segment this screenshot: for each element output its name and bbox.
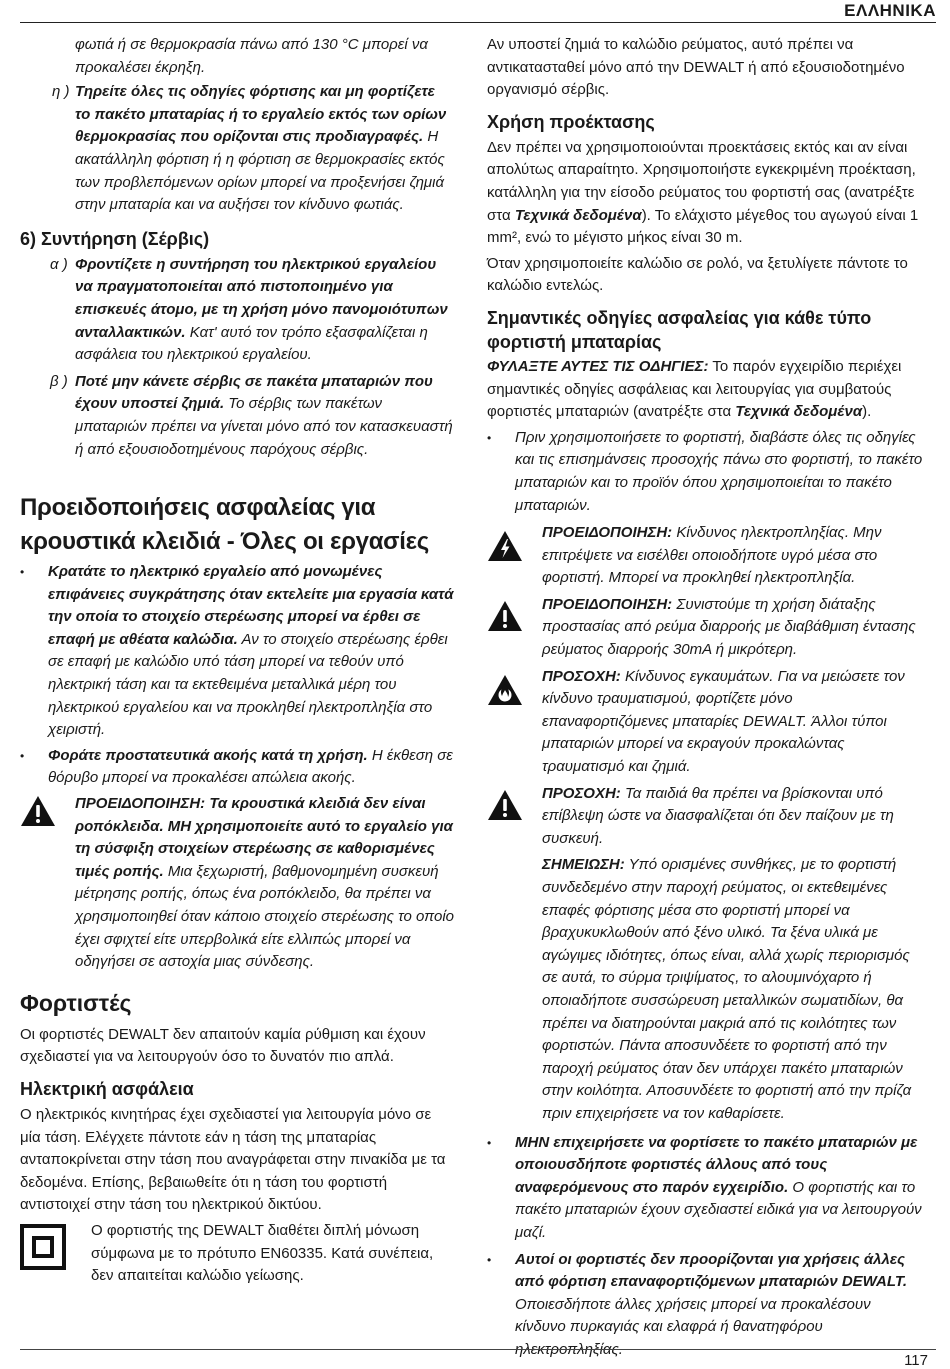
bullet-dot: • bbox=[487, 430, 492, 445]
item-text: Το σέρβις των πακέτων μπαταριών πρέπει να γίνεται μόνο από τον κατασκευαστή ή από εξουσιοδοτημένους παρόχους σέρβις. bbox=[75, 395, 453, 458]
bullet-text: Πριν χρησιμοποιήσετε το φορτιστή, διαβάστε όλες τις οδηγίες και τις επισημάνσεις προσοχής πάνω στο φορτιστή, το πακέτο μπαταριών και το προϊόν όπου χρησιμοποιείται το πακέτο μπαταριών. bbox=[515, 428, 923, 514]
save-label: ΦΥΛΑΞΤΕ ΑΥΤΕΣ ΤΙΣ ΟΔΗΓΙΕΣ: bbox=[487, 357, 709, 375]
bullet-bold-text: ΜΗΝ επιχειρήσετε να φορτίσετε το πακέτο μπαταριών με οποιουσδήποτε φορτιστές άλλους από τους αναφερόμενους στο παρόν εγχειρίδιο. bbox=[515, 1133, 918, 1196]
impact-wrench-heading: Προειδοποιήσεις ασφαλείας για κρουστικά κλειδιά - Όλες οι εργασίες bbox=[20, 494, 429, 556]
caution-text: ΠΡΟΣΟΧΗ: Κίνδυνος εγκαυμάτων. Για να μειώσετε τον κίνδυνο τραυματισμού, φορτίζετε μόνο επαναφορτιζόμενες μπαταρίες DEWALT. Άλλοι τύποι μπαταριών μπορεί να εκραγούν προκαλώντας τραυματισμό και ζημιά. bbox=[542, 667, 905, 776]
warning-text: ΠΡΟΕΙΔΟΠΟΙΗΣΗ: Κίνδυνος ηλεκτροπληξίας. Μην επιτρέψετε να εισέλθει οποιοδήποτε υγρό μέσα στο φορτιστή. Μπορεί να προκληθεί ηλεκτροπληξία. bbox=[542, 524, 882, 587]
language-label: ΕΛΛΗΝΙΚΑ bbox=[844, 1, 936, 20]
item-text: Η ακατάλληλη φόρτιση ή η φόρτιση σε θερμοκρασίες εκτός των προβλεπόμενων ορίων μπορεί να προξενήσει ζημιά στην μπαταρία και να αυξήσει τον κίνδυνο φωτιάς. bbox=[75, 128, 445, 214]
electrical-safety-text: Ο ηλεκτρικός κινητήρας έχει σχεδιαστεί για λειτουργία μόνο σε μία τάση. Ελέγχετε πάντοτε εάν η τάση της μπαταρίας ανταποκρίνεται στην τάση που αναγράφεται στην πινακίδα με τα δεδομένα. Επίσης, βεβαιωθείτε ότι η τάση του φορτιστή αντιστοιχεί στην τάση του ηλεκτρικού δικτύου. bbox=[20, 1105, 446, 1214]
item-marker: η ) bbox=[52, 83, 70, 101]
impact-bullet-1 bbox=[20, 561, 454, 742]
bullet-dot: • bbox=[20, 748, 25, 763]
warning-text: ΠΡΟΕΙΔΟΠΟΙΗΣΗ: Συνιστούμε τη χρήση διάταξης προστασίας από ρεύμα διαρροής με διαβάθμιση έντασης ρεύματος διαρροής 30mA ή μικρότερη. bbox=[542, 595, 916, 659]
bullet-bold-text: Κρατάτε το ηλεκτρικό εργαλείο από μονωμένες επιφάνειες συγκράτησης όταν εκτελείτε μια εργασία κατά την οποία το στοιχείο στερέωσης μπορεί να έρθει σε επαφή με αθέατα καλώδια. bbox=[48, 563, 454, 648]
header-rule bbox=[20, 22, 936, 23]
only-dewalt-bullet bbox=[487, 1132, 923, 1245]
item-bold-text: Τηρείτε όλες τις οδηγίες φόρτισης και μη φορτίζετε το πακέτο μπαταρίας ή το εργαλείο εκτός των ορίων θερμοκρασίας που ορίζονται στις προδιαγραφές. bbox=[75, 83, 447, 146]
not-intended-bullet bbox=[487, 1249, 923, 1362]
warning-triangle-icon bbox=[20, 795, 56, 827]
warning-bold-text: ΠΡΟΕΙΔΟΠΟΙΗΣΗ: Τα κρουστικά κλειδιά δεν είναι ροπόκλειδα. ΜΗ χρησιμοποιείτε αυτό το εργαλείο για τη σύσφιξη στοιχείων στερέωσης σε καθορισμένες τιμές ροπής. bbox=[75, 795, 453, 880]
note-label: ΣΗΜΕΙΩΣΗ: bbox=[542, 856, 625, 874]
extension-text: Δεν πρέπει να χρησιμοποιούνται προεκτάσεις εκτός και αν είναι απολύτως απαραίτητο. Χρησιμοποιήστε εγκεκριμένη προέκταση, κατάλληλη για την είσοδο ρεύματος του φορτιστή σας (ανατρέξτε στα Τεχνικά δεδομένα). Το ελάχιστο μέγεθος του αγωγού είναι 1 mm², ενώ το μέγιστο μήκος είναι 30 m. bbox=[487, 138, 919, 247]
warning-label: ΠΡΟΕΙΔΟΠΟΙΗΣΗ: bbox=[542, 595, 673, 613]
item-eta bbox=[20, 81, 454, 217]
double-insulation-note bbox=[20, 1220, 454, 1288]
tech-data-link: Τεχνικά δεδομένα bbox=[514, 206, 642, 224]
bullet-text: Οποιεσδήποτε άλλες χρήσεις μπορεί να προκαλέσουν κίνδυνο πυρκαγιάς και ελαφρά ή θανατηφόρου ηλεκτροπληξίας. bbox=[515, 1295, 871, 1358]
caution-label: ΠΡΟΣΟΧΗ: bbox=[542, 784, 621, 802]
impact-bullet-2 bbox=[20, 745, 454, 790]
warning-label: ΠΡΟΕΙΔΟΠΟΙΗΣΗ: bbox=[542, 524, 673, 542]
burn-caution bbox=[487, 666, 923, 779]
chargers-heading: Φορτιστές bbox=[20, 989, 132, 1016]
rcd-warning bbox=[487, 594, 923, 662]
continued-text: φωτιά ή σε θερμοκρασία πάνω από 130 °C μπορεί να προκαλέσει έκρηξη. bbox=[75, 36, 428, 76]
bullet-dot: • bbox=[487, 1135, 492, 1150]
bullet-text: Η έκθεση σε θόρυβο μπορεί να προκαλέσει απώλεια ακοής. bbox=[48, 746, 453, 787]
right-column bbox=[487, 34, 923, 1361]
item-marker: β ) bbox=[50, 372, 68, 390]
item-text: Κατ' αυτό τον τρόπο εξασφαλίζεται η ασφάλεια του ηλεκτρικού εργαλείου. bbox=[75, 323, 428, 364]
bullet-dot: • bbox=[20, 565, 25, 580]
footer-rule bbox=[20, 1349, 936, 1350]
double-insulation-icon bbox=[20, 1224, 66, 1270]
reel-text: Όταν χρησιμοποιείτε καλώδιο σε ρολό, να ξετυλίγετε πάντοτε το καλώδιο εντελώς. bbox=[487, 254, 908, 295]
double-insulation-text: Ο φορτιστής της DEWALT διαθέτει διπλή μόνωση σύμφωνα με το πρότυπο EN60335. Κατά συνέπεια, δεν απαιτείται καλώδιο γείωσης. bbox=[91, 1221, 434, 1285]
save-instructions: ΦΥΛΑΞΤΕ ΑΥΤΕΣ ΤΙΣ ΟΔΗΓΙΕΣ: Το παρόν εγχειρίδιο περιέχει σημαντικές οδηγίες ασφάλειας και λειτουργίας για συμβατούς φορτιστές μπαταριών (ανατρέξτε στα Τεχνικά δεδομένα). bbox=[487, 357, 902, 421]
bullet-bold-text: Φοράτε προστατευτικά ακοής κατά τη χρήση. bbox=[48, 746, 368, 764]
chargers-text: Οι φορτιστές DEWALT δεν απαιτούν καμία ρύθμιση και έχουν σχεδιαστεί για να λειτουργούν όσο το δυνατόν πιο απλά. bbox=[20, 1025, 426, 1066]
left-column bbox=[20, 34, 454, 1288]
warning-triangle-icon bbox=[487, 789, 523, 821]
bullet-text: Ο φορτιστής και το πακέτο μπαταριών έχουν σχεδιαστεί ειδικά για να λειτουργούν μαζί. bbox=[515, 1178, 922, 1241]
bullet-dot: • bbox=[487, 1252, 492, 1267]
extension-heading: Χρήση προέκτασης bbox=[487, 111, 655, 132]
caution-label: ΠΡΟΣΟΧΗ: bbox=[542, 667, 621, 685]
item-bold-text: Ποτέ μην κάνετε σέρβις σε πακέτα μπαταριών που έχουν υποστεί ζημιά. bbox=[75, 372, 433, 413]
electric-shock-icon bbox=[487, 530, 523, 562]
warning-triangle-icon bbox=[487, 600, 523, 632]
children-caution bbox=[487, 783, 923, 851]
important-instructions-heading: Σημαντικές οδηγίες ασφαλείας για κάθε τύπο φορτιστή μπαταρίας bbox=[487, 307, 872, 352]
shock-warning bbox=[487, 522, 923, 590]
section-6-heading: 6) Συντήρηση (Σέρβις) bbox=[20, 228, 210, 249]
torque-warning bbox=[20, 793, 454, 974]
item-beta bbox=[20, 371, 454, 461]
item-bold-text: Φροντίζετε η συντήρηση του ηλεκτρικού εργαλείου να πραγματοποιείται από πιστοποιημένο για επισκευές άτομο, με τη χρήση μόνο πανομοιότυπων ανταλλακτικών. bbox=[75, 255, 448, 341]
caution-text: ΠΡΟΣΟΧΗ: Τα παιδιά θα πρέπει να βρίσκονται υπό επίβλεψη ώστε να διασφαλίζεται ότι δεν παίζουν με τη συσκευή. bbox=[542, 784, 894, 847]
note-text: ΣΗΜΕΙΩΣΗ: Υπό ορισμένες συνθήκες, με το φορτιστή συνδεδεμένο στην παροχή ρεύματος, οι εκτεθειμένες επαφές φόρτισης μέσα στο φορτιστή μπορεί να βραχυκυκλωθούν από ξένο υλικό. Τα ξένα υλικά με αγώγιμες ιδιότητες, όπως είναι, αλλά χωρίς περιορισμός σε αυτά, το σύρμα τριψίματος, το αλουμινόχαρτο ή οποιαδήποτε συσσώρευση μεταλλικών σωματιδίων, θα πρέπει να διατηρούνται μακριά από τις κοιλότητες των φορτιστών. Πάντα αποσυνδέετε το φορτιστή από την παροχή ρεύματος όταν δεν υπάρχει πακέτο μπαταριών στην κοιλότητα. Αποσυνδέετε το φορτιστή από την πρίζα πριν επιχειρήσετε να τον καθαρίσετε. bbox=[542, 856, 912, 1122]
bullet-bold-text: Αυτοί οι φορτιστές δεν προορίζονται για χρήσεις άλλες από φόρτιση επαναφορτιζόμενων μπαταριών DEWALT. bbox=[515, 1250, 908, 1291]
bullet-text: Αν το στοιχείο στερέωσης έρθει σε επαφή με καλώδιο υπό τάση μπορεί να τεθούν υπό ηλεκτρική τάση και τα εκτεθειμένα μεταλλικά μέρη του ηλεκτρικού εργαλείου και να προκληθεί ηλεκτροπληξία στο χειριστή. bbox=[48, 630, 448, 739]
read-instructions-bullet bbox=[487, 427, 923, 517]
electrical-safety-heading: Ηλεκτρική ασφάλεια bbox=[20, 1078, 194, 1099]
item-marker: α ) bbox=[50, 255, 68, 273]
item-alpha bbox=[20, 254, 454, 367]
cord-damage-text: Αν υποστεί ζημιά το καλώδιο ρεύματος, αυτό πρέπει να αντικατασταθεί μόνο από την DEWALT ή από εξουσιοδοτημένο οργανισμό σέρβις. bbox=[487, 36, 905, 99]
tech-data-link: Τεχνικά δεδομένα bbox=[735, 403, 863, 421]
warning-text: Μια ξεχωριστή, βαθμονομημένη συσκευή μέτρησης ροπής, όπως ένα ροπόκλειδο, θα πρέπει να χρησιμοποιηθεί όταν κάποιο στοιχείο στερέωσης το οποίο έχει σφιχτεί είτε υπερβολικά είτε ελλιπώς μπορεί να οδηγήσει σε αστοχία μιας σύνδεσης. bbox=[75, 862, 455, 971]
page-number: 117 bbox=[904, 1352, 928, 1369]
fire-hazard-icon bbox=[487, 674, 523, 706]
